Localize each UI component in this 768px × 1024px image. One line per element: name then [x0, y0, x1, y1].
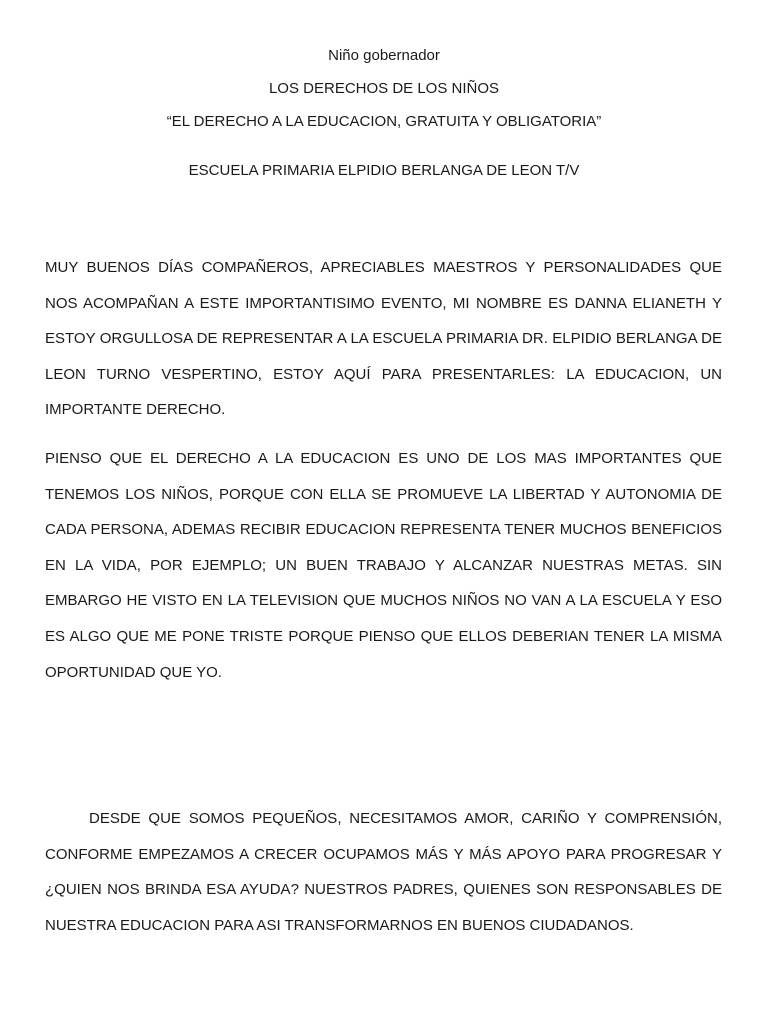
paragraph-greeting: MUY BUENOS DÍAS COMPAÑEROS, APRECIABLES MAESTROS Y PERSONALIDADES QUE NOS ACOMPAÑAN A ESTE IMPORTANTISIMO EVENTO, MI NOMBRE ES DANNA ELIANETH Y ESTOY ORGULLOSA DE REPRESENTAR A LA ESCUELA PRIMARIA DR. ELPIDIO BERLANGA DE LEON TURNO VESPERTINO, ESTOY AQUÍ PARA PRESENTARLES: LA EDUCACION, UN IMPORTANTE DERECHO. — [45, 259, 722, 419]
document-theme: “EL DERECHO A LA EDUCACION, GRATUITA Y OBLIGATORIA” — [166, 113, 602, 130]
document-subtitle: Niño gobernador — [328, 47, 440, 64]
paragraph-parents: DESDE QUE SOMOS PEQUEÑOS, NECESITAMOS AMOR, CARIÑO Y COMPRENSIÓN, CONFORME EMPEZAMOS A CRECER OCUPAMOS MÁS Y MÁS APOYO PARA PROGRESAR Y ¿QUIEN NOS BRINDA ESA AYUDA? NUESTROS PADRES, QUIENES SON RESPONSABLES DE NUESTRA EDUCACION PARA ASI TRANSFORMARNOS EN BUENOS CIUDADANOS. — [45, 810, 722, 934]
paragraph-importance: PIENSO QUE EL DERECHO A LA EDUCACION ES UNO DE LOS MAS IMPORTANTES QUE TENEMOS LOS NIÑOS, PORQUE CON ELLA SE PROMUEVE LA LIBERTAD Y AUTONOMIA DE CADA PERSONA, ADEMAS RECIBIR EDUCACION REPRESENTA TENER MUCHOS BENEFICIOS EN LA VIDA, POR EJEMPLO; UN BUEN TRABAJO Y ALCANZAR NUESTRAS METAS. SIN EMBARGO HE VISTO EN LA TELEVISION QUE MUCHOS NIÑOS NO VAN A LA ESCUELA Y ESO ES ALGO QUE ME PONE TRISTE PORQUE PIENSO QUE ELLOS DEBERIAN TENER LA MISMA OPORTUNIDAD QUE YO. — [45, 450, 722, 681]
document-title: LOS DERECHOS DE LOS NIÑOS — [268, 80, 500, 97]
school-name: ESCUELA PRIMARIA ELPIDIO BERLANGA DE LEON T/V — [188, 162, 580, 179]
